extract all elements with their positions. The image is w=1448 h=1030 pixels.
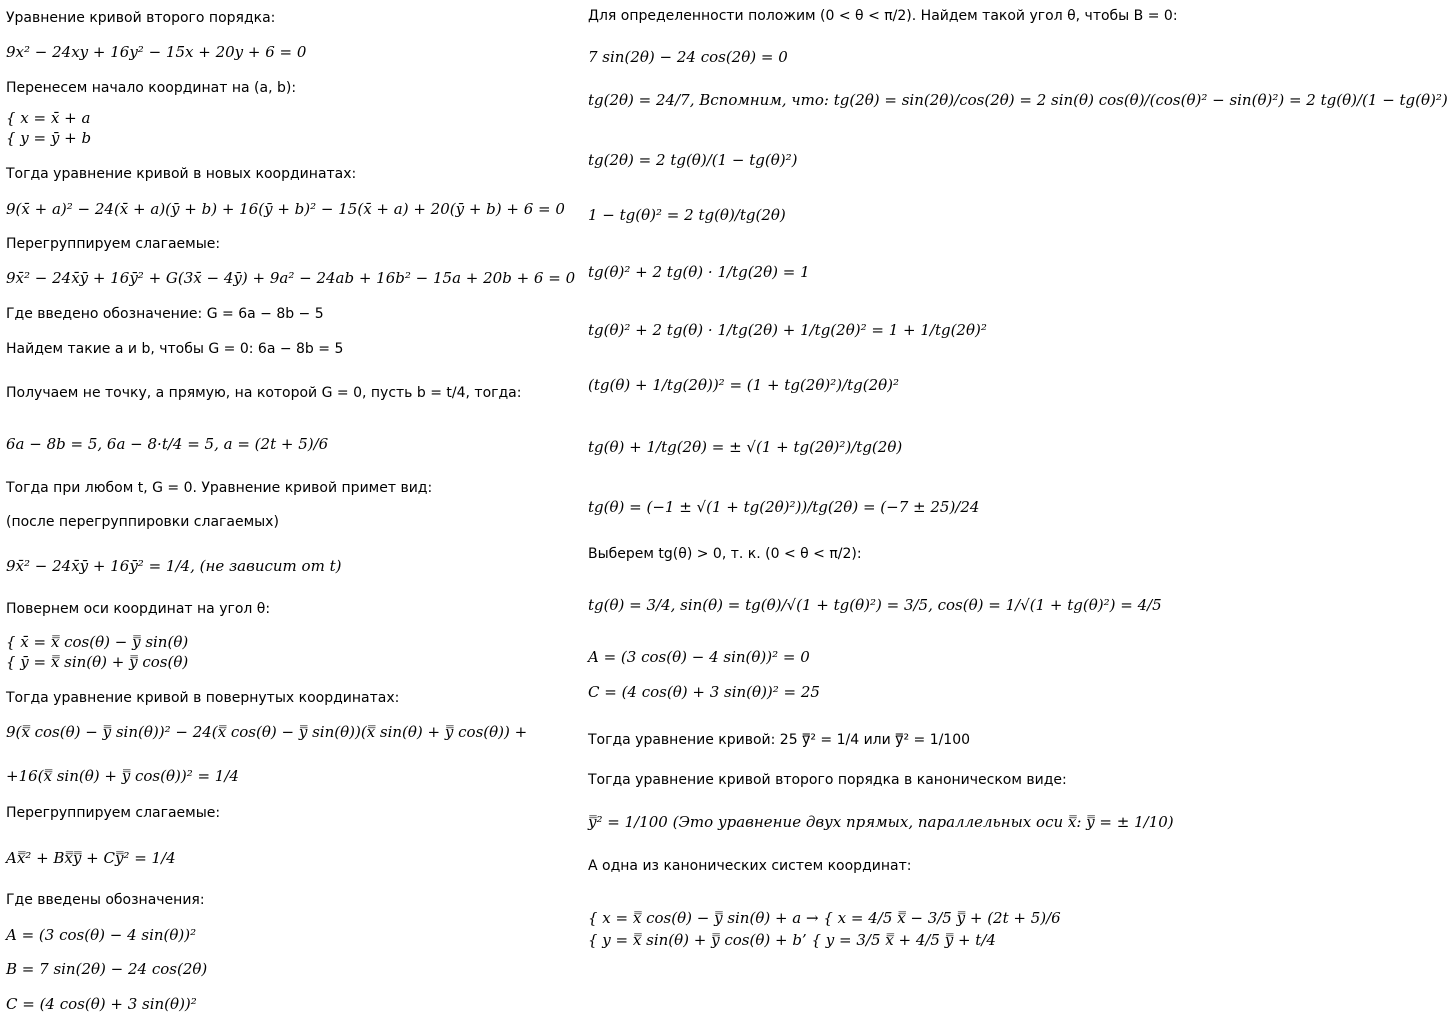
line-r11: Выберем tg(θ) > 0, т. к. (0 < θ < π/2): [588,546,862,562]
line-l18: { x̄ = x̿ cos(θ) − y̿ sin(θ) [6,633,189,651]
line-l7: 9(x̄ + a)² − 24(x̄ + a)(ȳ + b) + 16(ȳ + b)² − 15(x̄ + a) + 20(ȳ + b) + 6 = 0 [6,200,565,218]
line-l4: { x = x̄ + a [6,109,91,127]
line-r18: А одна из канонических систем координат: [588,858,912,874]
line-r7: tg(θ)² + 2 tg(θ) · 1/tg(2θ) + 1/tg(2θ)² = 1 + 1/tg(2θ)² [588,321,987,339]
line-r1: Для определенности положим (0 < θ < π/2). Найдем такой угол θ, чтобы B = 0: [588,8,1178,24]
line-r19: { x = x̿ cos(θ) − y̿ sin(θ) + a → { x = 4/5 x̿ − 3/5 y̿ + (2t + 5)/6 [588,909,1061,927]
line-l25: Где введены обозначения: [6,892,205,908]
line-l16: 9x̄² − 24x̄ȳ + 16ȳ² = 1/4, (не зависит от t) [6,557,342,575]
line-r16: Тогда уравнение кривой второго порядка в каноническом виде: [588,772,1067,788]
line-r3: tg(2θ) = 24/7, Вспомним, что: tg(2θ) = sin(2θ)/cos(2θ) = 2 sin(θ) cos(θ)/(cos(θ)² − sin(θ)²) = 2 tg(θ)/(1 − tg(θ)²) [588,91,1448,109]
line-l19: { ȳ = x̿ sin(θ) + y̿ cos(θ) [6,653,189,671]
line-r13: A = (3 cos(θ) − 4 sin(θ))² = 0 [588,648,810,666]
line-l23: Перегруппируем слагаемые: [6,805,221,821]
line-l24: Ax̿² + Bx̿y̿ + Cy̿² = 1/4 [6,849,176,867]
line-r8: (tg(θ) + 1/tg(2θ))² = (1 + tg(2θ)²)/tg(2θ)² [588,376,900,394]
line-l17: Повернем оси координат на угол θ: [6,601,271,617]
line-l22: +16(x̿ sin(θ) + y̿ cos(θ))² = 1/4 [6,767,239,785]
line-r9: tg(θ) + 1/tg(2θ) = ± √(1 + tg(2θ)²)/tg(2θ) [588,438,903,456]
line-l9: 9x̄² − 24x̄ȳ + 16ȳ² + G(3x̄ − 4ȳ) + 9a² − 24ab + 16b² − 15a + 20b + 6 = 0 [6,269,576,287]
line-r5: 1 − tg(θ)² = 2 tg(θ)/tg(2θ) [588,206,786,224]
right-column [588,0,1448,1030]
line-r20: { y = x̿ sin(θ) + y̿ cos(θ) + b’ { y = 3/5 x̿ + 4/5 y̿ + t/4 [588,931,996,949]
line-r4: tg(2θ) = 2 tg(θ)/(1 − tg(θ)²) [588,151,798,169]
line-l12: Получаем не точку, а прямую, на которой G = 0, пусть b = t/4, тогда: [6,385,522,401]
line-l10: Где введено обозначение: G = 6a − 8b − 5 [6,306,324,322]
line-l5: { y = ȳ + b [6,129,92,147]
line-l21: 9(x̿ cos(θ) − y̿ sin(θ))² − 24(x̿ cos(θ) − y̿ sin(θ))(x̿ sin(θ) + y̿ cos(θ)) + [6,723,528,741]
line-l3: Перенесем начало координат на (a, b): [6,80,297,96]
line-l13: 6a − 8b = 5, 6a − 8·t/4 = 5, a = (2t + 5)/6 [6,435,329,453]
line-r12: tg(θ) = 3/4, sin(θ) = tg(θ)/√(1 + tg(θ)²) = 3/5, cos(θ) = 1/√(1 + tg(θ)²) = 4/5 [588,596,1162,614]
line-r10: tg(θ) = (−1 ± √(1 + tg(2θ)²))/tg(2θ) = (−7 ± 25)/24 [588,498,980,516]
line-r2: 7 sin(2θ) − 24 cos(2θ) = 0 [588,48,788,66]
line-l1: Уравнение кривой второго порядка: [6,10,276,26]
line-l2: 9x² − 24xy + 16y² − 15x + 20y + 6 = 0 [6,43,307,61]
left-column [6,0,580,1030]
line-l11: Найдем такие a и b, чтобы G = 0: 6a − 8b = 5 [6,341,344,357]
line-l6: Тогда уравнение кривой в новых координатах: [6,166,357,182]
line-r6: tg(θ)² + 2 tg(θ) · 1/tg(2θ) = 1 [588,263,810,281]
line-r14: C = (4 cos(θ) + 3 sin(θ))² = 25 [588,683,820,701]
line-l8: Перегруппируем слагаемые: [6,236,221,252]
line-l26: A = (3 cos(θ) − 4 sin(θ))² [6,926,197,944]
line-r17: y̿² = 1/100 (Это уравнение двух прямых, параллельных оси x̿: y̿ = ± 1/10) [588,813,1174,831]
line-l15: (после перегруппировки слагаемых) [6,514,279,530]
line-l14: Тогда при любом t, G = 0. Уравнение кривой примет вид: [6,480,433,496]
line-l27: B = 7 sin(2θ) − 24 cos(2θ) [6,960,208,978]
line-r15: Тогда уравнение кривой: 25 y̿² = 1/4 или y̿² = 1/100 [588,732,971,748]
line-l20: Тогда уравнение кривой в повернутых координатах: [6,690,400,706]
line-l28: C = (4 cos(θ) + 3 sin(θ))² [6,995,197,1013]
